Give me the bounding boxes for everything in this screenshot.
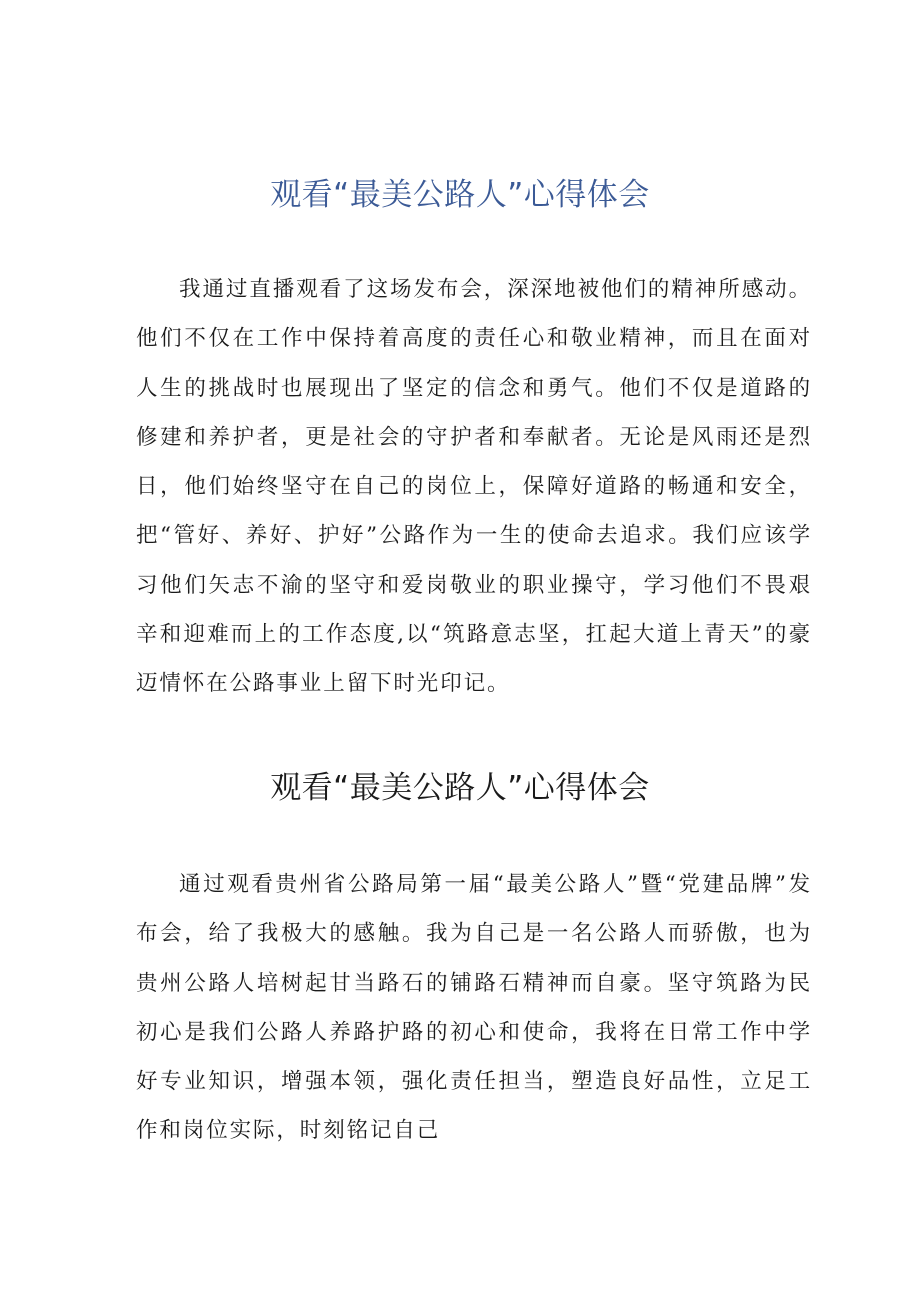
section-1-title: 观看“最美公路人”心得体会 <box>270 177 650 213</box>
section-2-body: 通过观看贵州省公路局第一届“最美公路人”暨“党建品牌”发布会，给了我极大的感触。我为自己是一名公路人而骄傲，也为贵州公路人培树起甘当路石的铺路石精神而自豪。坚守筑路为民初心是我们公路人养路护路的初心和使命，我将在日常工作中学好专业知识，增强本领，强化责任担当，塑造良好品性，立足工作和岗位实际，时刻铭记自己 <box>136 872 812 1144</box>
section-2-title: 观看“最美公路人”心得体会 <box>270 770 650 806</box>
section-1-body: 我通过直播观看了这场发布会，深深地被他们的精神所感动。他们不仅在工作中保持着高度的责任心和敬业精神，而且在面对人生的挑战时也展现出了坚定的信念和勇气。他们不仅是道路的修建和养护者，更是社会的守护者和奉献者。无论是风雨还是烈日，他们始终坚守在自己的岗位上，保障好道路的畅通和安全，把“管好、养好、护好”公路作为一生的使命去追求。我们应该学习他们矢志不渝的坚守和爱岗敬业的职业操守，学习他们不畏艰辛和迎难而上的工作态度,以“筑路意志坚，扛起大道上青天”的豪迈情怀在公路事业上留下时光印记。 <box>136 277 812 697</box>
